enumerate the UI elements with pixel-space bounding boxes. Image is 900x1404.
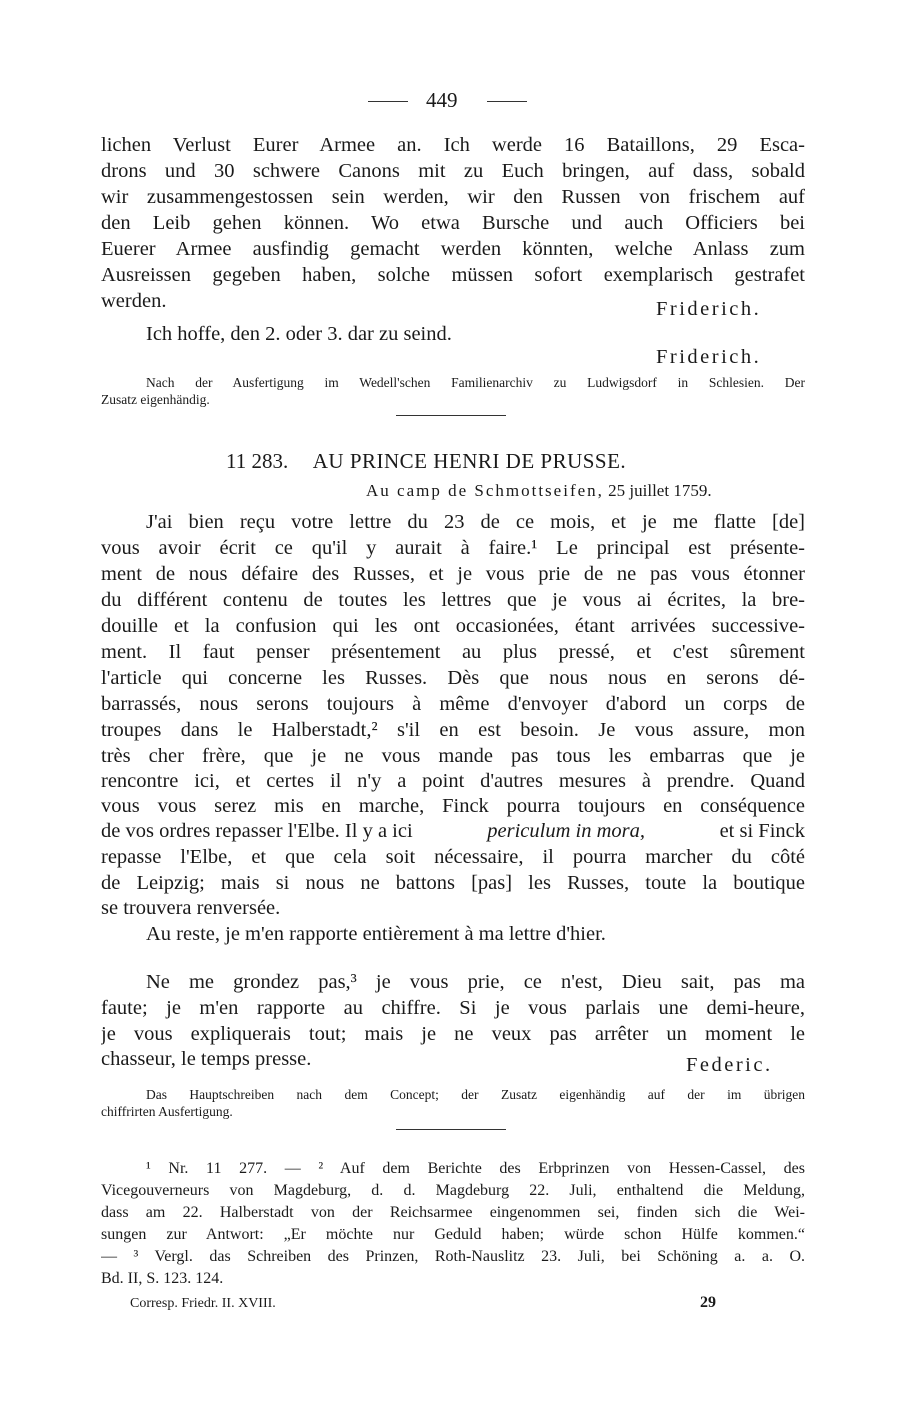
letter1-line: drons und 30 schwere Canons mit zu Euch bringen, auf dass, sobald — [101, 160, 805, 182]
header-dash-right — [487, 101, 527, 102]
letter1-line: den Leib gehen können. Wo etwa Bursche und auch Officiers bei — [101, 212, 805, 234]
letter2-text: de vos ordres repasser l'Elbe. Il y a ici — [101, 820, 413, 842]
page-number: 449 — [426, 88, 458, 112]
letter2-line: vous vous serez mis en marche, Finck pourra toujours en conséquence — [101, 795, 805, 817]
footnote-divider — [396, 1129, 506, 1130]
letter1-postscript-signature: Friderich. — [656, 346, 762, 368]
letter1-line: wir zusammengestossen sein werden, wir den Russen von frischem auf — [101, 186, 805, 208]
footnote-line: — ³ Vergl. das Schreiben des Prinzen, Roth-Nauslitz 23. Juli, bei Schöning a. a. O. — [101, 1248, 805, 1265]
footnote-line: dass am 22. Halberstadt von der Reichsarmee eingenommen sei, finden sich die Wei- — [101, 1204, 805, 1221]
letter2-line: Au reste, je m'en rapporte entièrement à ma lettre d'hier. — [146, 923, 606, 945]
letter1-postscript: Ich hoffe, den 2. oder 3. dar zu seind. — [146, 323, 452, 345]
latin-phrase: periculum in mora, — [487, 820, 645, 842]
letter1-source-note: Zusatz eigenhändig. — [101, 392, 210, 407]
letter2-postscript-line: chasseur, le temps presse. — [101, 1048, 312, 1070]
letter2-line: rencontre ici, et certes il n'y a point d'autres mesures à prendre. Quand — [101, 770, 805, 792]
letter2-source-note: chiffrirten Ausfertigung. — [101, 1104, 233, 1119]
footnote-line: Bd. II, S. 123. 124. — [101, 1270, 224, 1287]
letter2-postscript-line: faute; je m'en rapporte au chiffre. Si je vous parlais une demi-heure, — [101, 997, 805, 1019]
letter-number: 11 283. — [226, 449, 289, 473]
letter2-line: vous avoir écrit ce qu'il y aurait à faire.¹ Le principal est présente- — [101, 537, 805, 559]
letter1-signature: Friderich. — [656, 298, 762, 320]
section-divider — [396, 415, 506, 416]
letter1-line: Ausreissen gegeben haben, solche müssen sofort exemplarisch gestrafet — [101, 264, 805, 286]
letter1-line: werden. — [101, 290, 167, 312]
letter1-source-note: Nach der Ausfertigung im Wedell'schen Familienarchiv zu Ludwigsdorf in Schlesien. Der — [146, 375, 805, 390]
letter2-text: et si Finck — [719, 820, 805, 842]
letter2-source-note: Das Hauptschreiben nach dem Concept; der Zusatz eigenhändig auf der im übrigen — [146, 1087, 805, 1102]
footer-signature-mark: 29 — [700, 1294, 716, 1311]
letter2-signature: Federic. — [686, 1054, 773, 1076]
letter-place: Au camp de Schmottseifen, — [366, 481, 604, 500]
letter-dateline — [366, 481, 712, 501]
letter2-line: très cher frère, que je ne vous mande pas tous les embarras que je — [101, 745, 805, 767]
letter-heading — [226, 449, 626, 474]
letter-date: 25 juillet 1759. — [608, 481, 712, 500]
letter2-line: de Leipzig; mais si nous ne battons [pas] les Russes, toute la boutique — [101, 872, 805, 894]
letter2-line: barrassés, nous serons toujours à même d'envoyer d'abord un corps de — [101, 693, 805, 715]
letter1-line: lichen Verlust Eurer Armee an. Ich werde 16 Bataillons, 29 Esca- — [101, 134, 805, 156]
header-dash-left — [368, 101, 408, 102]
footer-series: Corresp. Friedr. II. XVIII. — [130, 1296, 276, 1311]
letter2-line: troupes dans le Halberstadt,² s'il en est besoin. Je vous assure, mon — [101, 719, 805, 741]
letter1-line: Euerer Armee ausfindig gemacht werden könnten, welche Anlass zum — [101, 238, 805, 260]
letter2-line: du différent contenu de toutes les lettres que je vous ai écrites, la bre- — [101, 589, 805, 611]
letter2-postscript-line: Ne me grondez pas,³ je vous prie, ce n'est, Dieu sait, pas ma — [146, 971, 805, 993]
letter2-line: douille et la confusion qui les ont occasionées, étant arrivées successive- — [101, 615, 805, 637]
footnote-line: ¹ Nr. 11 277. — ² Auf dem Berichte des Erbprinzen von Hessen-Cassel, des — [146, 1160, 805, 1177]
letter2-line: ment de nous défaire des Russes, et je vous prie de ne pas vous étonner — [101, 563, 805, 585]
footnote-line: Vicegouverneurs von Magdeburg, d. d. Magdeburg 22. Juli, enthaltend die Meldung, — [101, 1182, 805, 1199]
letter2-line — [101, 818, 805, 844]
letter2-line: J'ai bien reçu votre lettre du 23 de ce mois, et je me flatte [de] — [146, 511, 805, 533]
letter2-postscript-line: je vous expliquerais tout; mais je ne veux pas arrêter un moment le — [101, 1023, 805, 1045]
letter2-line: ment. Il faut penser présentement au plus pressé, et c'est sûrement — [101, 641, 805, 663]
footnote-line: sungen zur Antwort: „Er möchte nur Geduld haben; würde schon Hülfe kommen.“ — [101, 1226, 805, 1243]
letter-recipient: AU PRINCE HENRI DE PRUSSE. — [312, 449, 627, 473]
letter2-line: l'article qui concerne les Russes. Dès que nous nous en serons dé- — [101, 667, 805, 689]
letter2-line: se trouvera renversée. — [101, 897, 281, 919]
letter2-line: repasse l'Elbe, et que cela soit nécessaire, il pourra marcher du côté — [101, 846, 805, 868]
